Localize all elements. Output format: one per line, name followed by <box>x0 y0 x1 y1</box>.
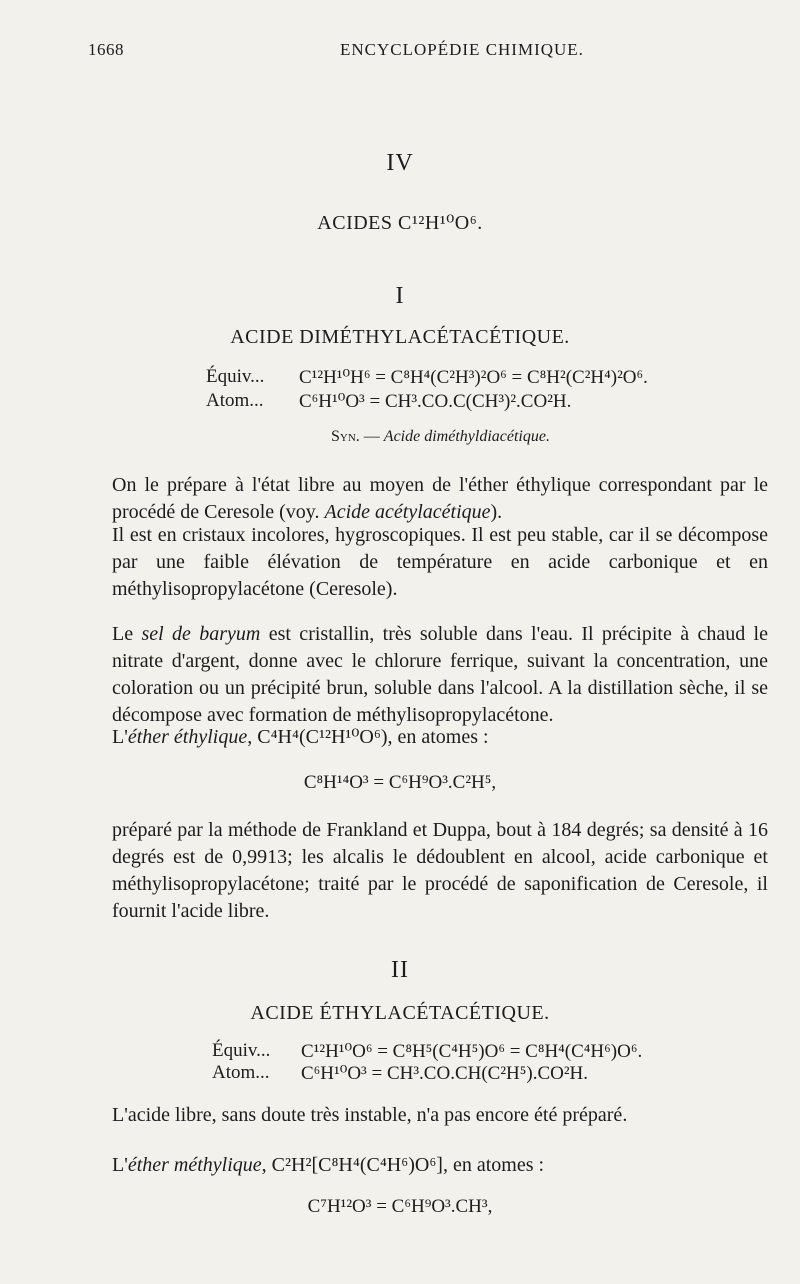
italic-run: sel de baryum <box>141 623 261 645</box>
italic-run: Acide acétylacétique <box>324 501 491 523</box>
section1-equiv-label: Équiv... <box>206 366 265 387</box>
section2-atom-formula: C⁶H¹⁰O³ = CH³.CO.CH(C²H⁵).CO²H. <box>301 1063 589 1084</box>
running-title: ENCYCLOPÉDIE CHIMIQUE. <box>340 40 584 59</box>
section1-paragraph-5: préparé par la méthode de Frankland et Duppa, bout à 184 degrés; sa densité à 16 degrés est de 0,9913; les alcalis le dédoublent en alcool, acide carbonique et méthylisopropylacétone; traité par le procédé de saponification de Ceresole, il fournit l'acide libre. <box>112 819 768 922</box>
section1-ether-formula: C⁸H¹⁴O³ = C⁶H⁹O³.C²H⁵, <box>303 772 497 793</box>
synonym-value: Acide diméthyldiacétique. <box>383 428 550 445</box>
section2-ether-formula: C⁷H¹²O³ = C⁶H⁹O³.CH³, <box>307 1196 493 1217</box>
chapter-roman: IV <box>386 150 414 176</box>
section1-atom-formula: C⁶H¹⁰O³ = CH³.CO.C(CH³)².CO²H. <box>299 391 572 412</box>
section2-title: ACIDE ÉTHYLACÉTACÉTIQUE. <box>250 1002 550 1024</box>
section1-title: ACIDE DIMÉTHYLACÉTACÉTIQUE. <box>230 326 570 348</box>
italic-run: éther éthylique <box>127 726 248 748</box>
section2-paragraph-1: L'acide libre, sans doute très instable, n'a pas encore été préparé. <box>112 1104 628 1126</box>
section1-synonym <box>331 428 550 446</box>
text-run: Le <box>112 623 142 645</box>
section1-paragraph-1 <box>112 472 768 526</box>
section1-atom-label: Atom... <box>206 390 264 411</box>
section2-equiv-label: Équiv... <box>212 1040 271 1061</box>
chapter-title: ACIDES C¹²H¹⁰O⁶. <box>317 212 483 234</box>
section2-equiv-formula: C¹²H¹⁰O⁶ = C⁸H⁵(C⁴H⁵)O⁶ = C⁸H⁴(C⁴H⁶)O⁶. <box>301 1041 643 1062</box>
page-number: 1668 <box>88 40 124 59</box>
section2-paragraph-2 <box>112 1152 768 1179</box>
italic-run: éther méthylique <box>127 1154 262 1176</box>
text-run: L' <box>112 726 128 748</box>
section1-roman: I <box>395 283 405 309</box>
section1-paragraph-3 <box>112 621 768 729</box>
section2-atom-label: Atom... <box>212 1062 270 1083</box>
text-run: , C²H²[C⁸H⁴(C⁴H⁶)O⁶], en atomes : <box>261 1154 545 1176</box>
section1-equiv-formula: C¹²H¹⁰H⁶ = C⁸H⁴(C²H³)²O⁶ = C⁸H²(C²H⁴)²O⁶. <box>299 367 648 388</box>
section2-roman: II <box>391 957 409 983</box>
text-run: L' <box>112 1154 128 1176</box>
text-run: , C⁴H⁴(C¹²H¹⁰O⁶), en atomes : <box>247 726 489 748</box>
text-run: est cristallin, très soluble dans l'eau. Il précipite à chaud le nitrate d'argent, donne avec le chlorure ferrique, suivant la concentration, une coloration ou un précipité brun, soluble dans l'alcool. A la distillation sèche, il se décompose avec formation de méthylisopropylacétone. <box>112 623 768 726</box>
text-run: On le prépare à l'état libre au moyen de l'éther éthylique correspondant par le procédé de Ceresole (voy. <box>112 474 768 523</box>
section1-paragraph-2: Il est en cristaux incolores, hygroscopiques. Il est peu stable, car il se décompose par une faible élévation de température en acide carbonique et en méthylisopropylacétone (Ceresole). <box>112 524 768 600</box>
section1-paragraph-4 <box>112 724 768 751</box>
text-run: ). <box>490 501 503 523</box>
synonym-label: Syn. — <box>331 428 380 445</box>
